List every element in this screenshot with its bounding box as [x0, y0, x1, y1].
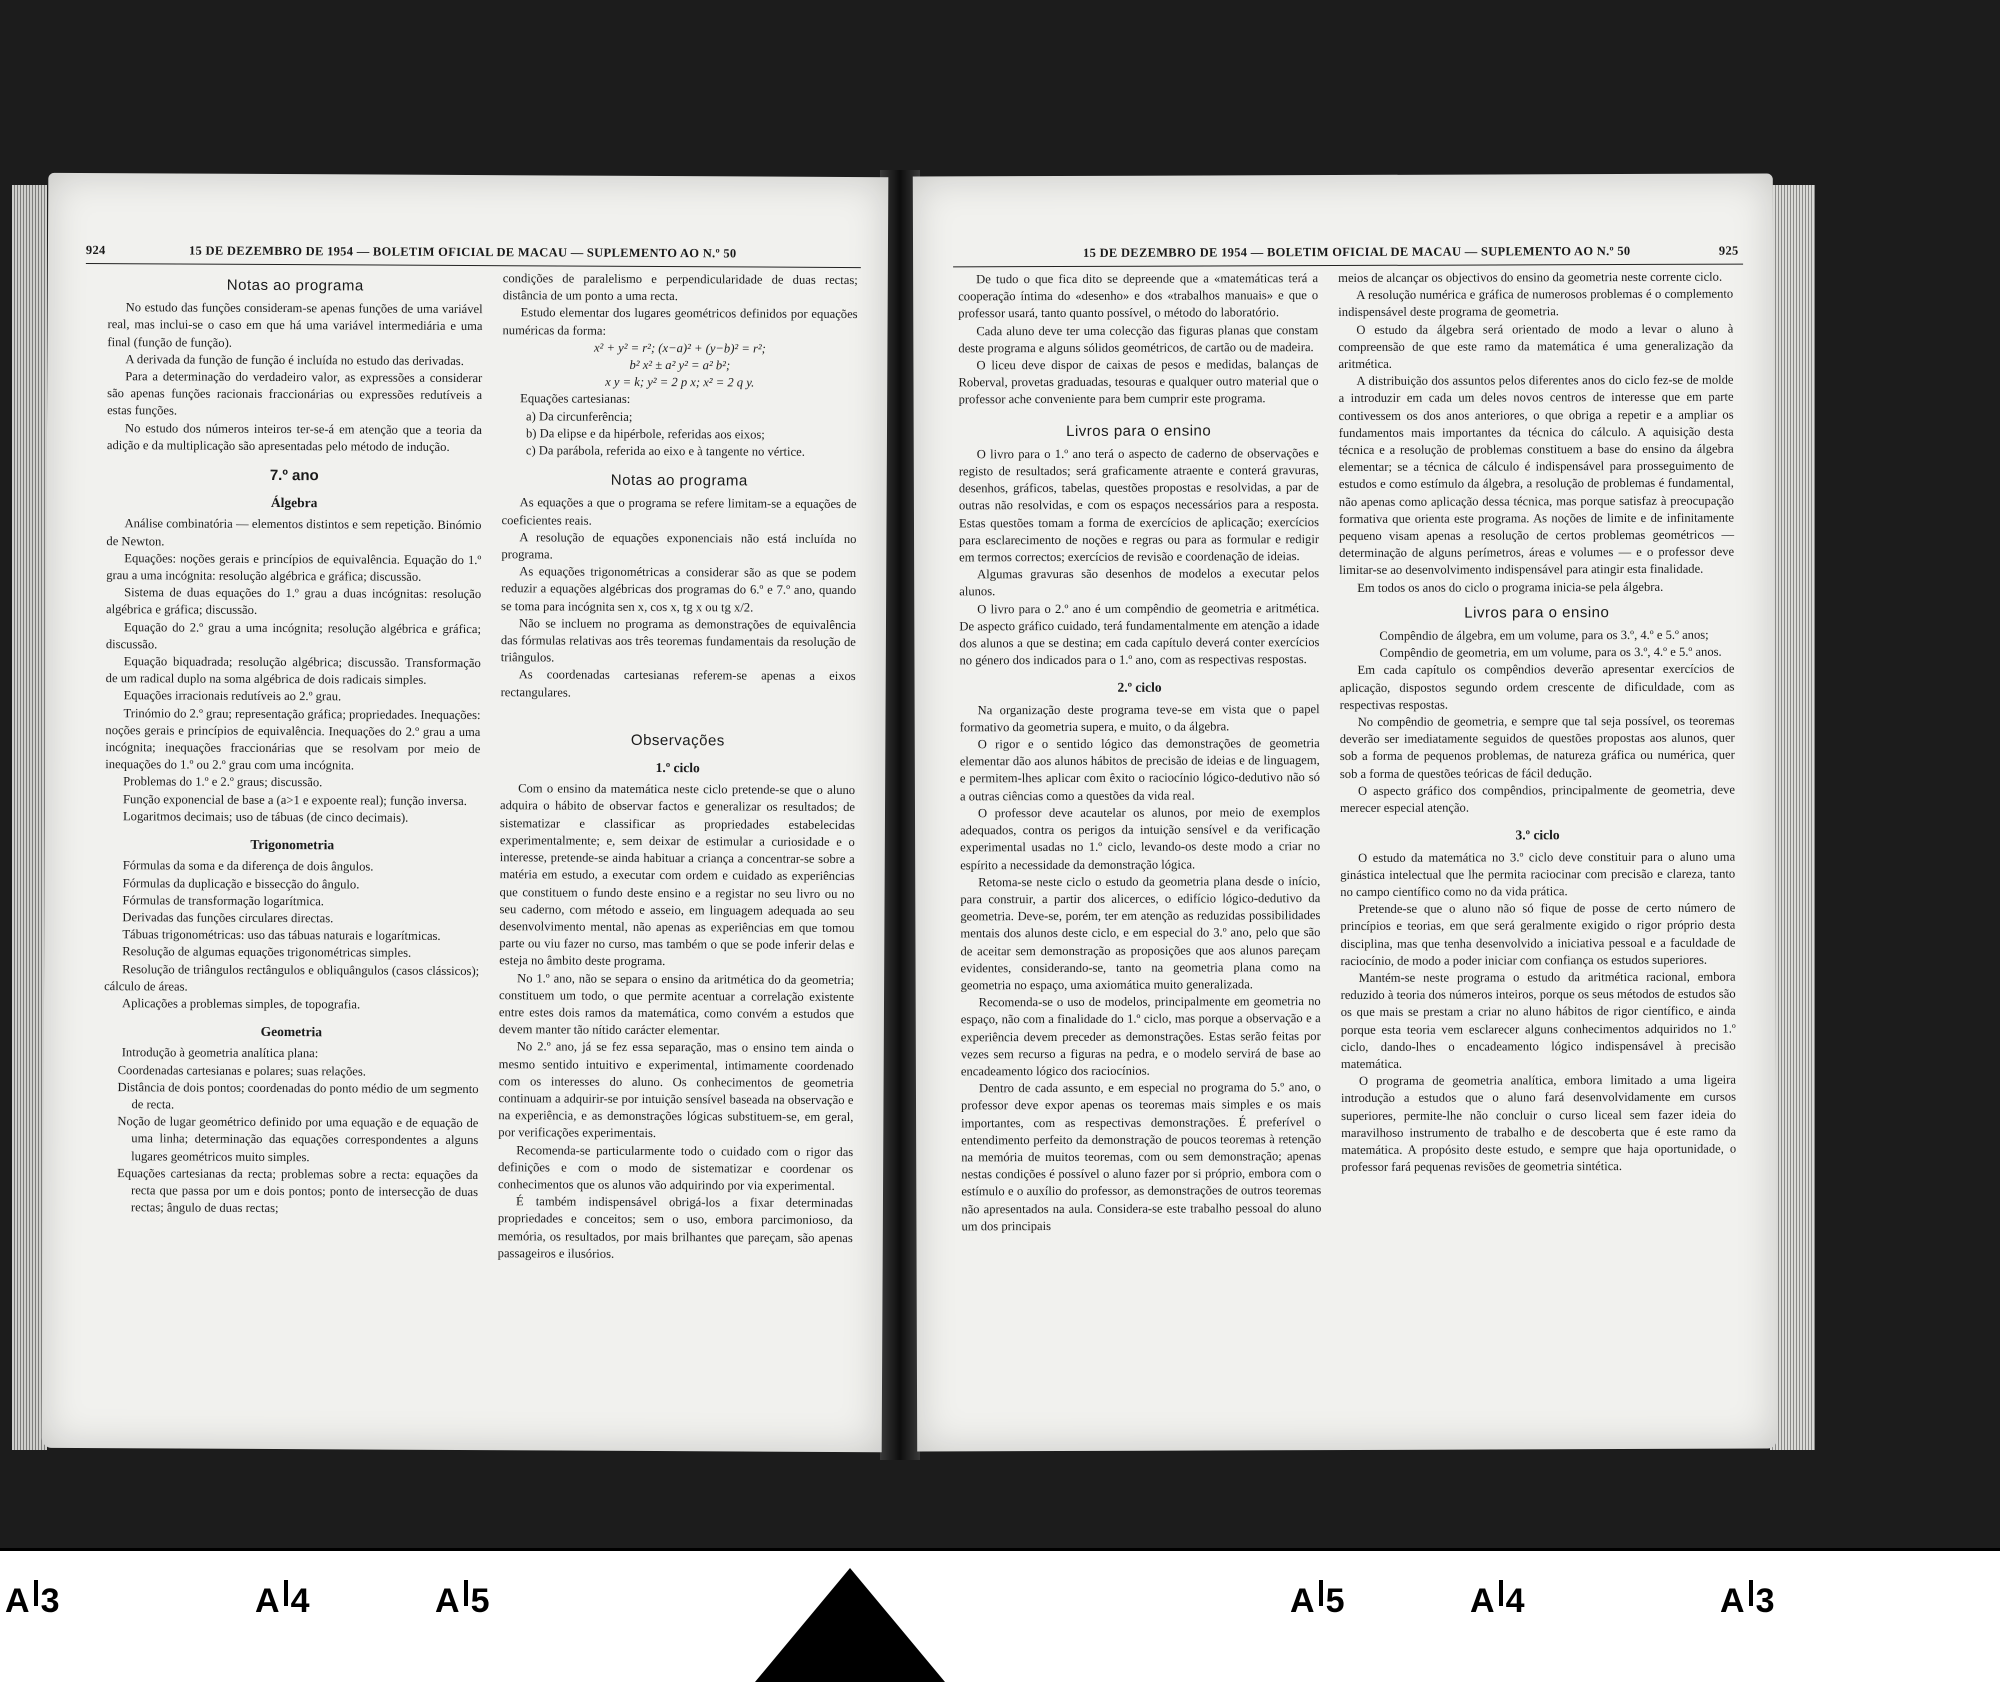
paragraph: O estudo da matemática no 3.º ciclo deve constituir para o aluno uma ginástica intelectual que lhe permita raciocinar com precisão e clareza, tanto no campo científico como no da vida prática. [1340, 849, 1736, 899]
left-running-header [86, 243, 737, 261]
list-item: Equação do 2.º grau a uma incógnita; resolução algébrica e gráfica; discussão. [105, 619, 481, 652]
equation: b² x² ± a² y² = a² b²; [629, 357, 731, 373]
paragraph: Cada aluno deve ter uma colecção das figuras planas que constam deste programa e alguns sólidos geométricos, de cartão ou de madeira. [958, 322, 1319, 356]
list-item: Trinómio do 2.º grau; representação gráfica; propriedades. Inequações: noções gerais e princípios de equivalência. Inequações do 2.º grau a uma incógnita; inequações fraccionárias que se resolvam por meio de inequações do 1.º ou 2.º grau com uma incógnita. [105, 705, 481, 773]
year-heading: 7.º ano [269, 467, 319, 485]
livros-heading: Livros para o ensino [1464, 603, 1610, 622]
paragraph: O estudo da álgebra será orientado de modo a levar o aluno à compreensão de que este ramo da matemática é uma generalização da aritmética. [1338, 321, 1734, 372]
frame-marker: A 3 [5, 1582, 61, 1620]
right-page-number: 925 [1718, 243, 1739, 258]
left-page-number: 924 [85, 243, 106, 258]
list-item: Introdução à geometria analítica plana: [121, 1045, 319, 1061]
paragraph: Para a determinação do verdadeiro valor, as expressões a considerar são apenas funções racionais fraccionárias ou expressões redutíveis a estas funções. [107, 369, 483, 418]
paragraph: É também indispensável obrigá-los a fixar determinadas propriedades e conceitos; sem o uso, embora parcimonioso, da memória, os resultados, por mais brilhantes que pareçam, são apenas passageiros e ilusórios. [497, 1194, 853, 1261]
paragraph: No estudo das funções consideram-se apenas funções de uma variável real, mas inclui-se o caso em que há uma variável intermediária e uma final (função de função). [107, 300, 483, 350]
paragraph: A resolução de equações exponenciais não está incluída no programa. [501, 530, 857, 562]
paragraph: Em cada capítulo os compêndios deverão apresentar exercícios de aplicação, dispostos segundo ordem crescente de dificuldade, com as respectivas respostas. [1339, 662, 1735, 712]
left-column-1 [103, 268, 483, 1218]
paragraph: O professor deve acautelar os alunos, por meio de exemplos adequados, contra os perigos da intuição sensível e da verificação experimental usadas no 1.º ciclo, levando-os deste modo a criar no espírito a necessidade da demonstração lógica. [960, 804, 1321, 872]
list-item: Coordenadas cartesianas e polares; suas relações. [117, 1062, 366, 1079]
paragraph: No estudo dos números inteiros ter-se-á em atenção que a teoria da adição e da multiplicação são apresentadas pelo método de indução. [106, 420, 483, 454]
list-item: Aplicações a problemas simples, de topografia. [121, 996, 361, 1012]
frame-marker: A 4 [255, 1582, 311, 1620]
list-item: Resolução de triângulos rectângulos e obliquângulos (casos clássicos); cálculo de áreas. [104, 961, 480, 994]
paragraph: O livro para o 1.º ano terá o aspecto de caderno de observações e registo de resultados; será graficamente atraente e conterá gravuras, desenhos, gráficos, tabelas, questões propostas e resolvidas, a par de outras não resolvidas, e com os espaços necessários para a resposta. Estas questões tomam a forma de exercícios de aplicação; exercícios para esclarecimento de noções e regras ou para as formular e redigir em termos correctos; exercícios de revisão e coordenação de ideias. [958, 445, 1320, 565]
paragraph: Algumas gravuras são desenhos de modelos a executar pelos alunos. [959, 566, 1320, 599]
list-item: Noção de lugar geométrico definido por uma equação e de equação de uma linha; determinação das equações correspondentes a alguns lugares geométricos muito simples. [117, 1114, 479, 1164]
frame-marker: A 5 [1290, 1582, 1346, 1620]
notas-heading: Notas ao programa [610, 471, 748, 490]
list-item: Equações irracionais redutíveis ao 2.º grau. [123, 688, 342, 704]
algebra-heading: Álgebra [270, 495, 318, 511]
left-column-2 [498, 270, 858, 1264]
paragraph: Retoma-se neste ciclo o estudo da geometria plana desde o início, para construir, a partir dos alicerces, o edifício lógico-dedutivo da geometria. Deve-se, porém, ter em atenção as reduzidas possibilidades mentais dos alunos deste ciclo, e em especial do 3.º ano, pelo que são de aceitar sem demonstração as proposições que aos alunos pareçam evidentes, considerando-se, tanto na geometria plana como na geometria no espaço, uma axiomática muito generalizada. [960, 873, 1321, 993]
list-item: a) Da circunferência; [526, 408, 633, 424]
right-running-title: 15 DE DEZEMBRO DE 1954 — BOLETIM OFICIAL DE MACAU — SUPLEMENTO AO N.º 50 [1083, 244, 1631, 260]
paragraph: Na organização deste programa teve-se em vista que o papel formativo da geometria supera, e muito, o da álgebra. [959, 701, 1320, 735]
center-triangle-mark [755, 1568, 945, 1682]
right-column-1 [958, 270, 1321, 1235]
equation: x y = k; y² = 2 p x; x² = 2 q y. [605, 374, 755, 390]
left-running-title: 15 DE DEZEMBRO DE 1954 — BOLETIM OFICIAL DE MACAU — SUPLEMENTO AO N.º 50 [188, 243, 737, 261]
paragraph: Dentro de cada assunto, e em especial no programa do 5.º ano, o professor deve expor apenas os teoremas mais simples e os mais importantes, com as respectivas demonstrações. É preferível o entendimento perfeito da demonstração de poucos teoremas à retenção na memória de muitos teoremas, com ou sem demonstração; apenas nestas condições é possível o aluno fazer por si próprio, embora com o estímulo e o auxílio do professor, as demonstrações de outros teoremas não apresentados na aula. Considera-se este trabalho pessoal do aluno um dos principais [960, 1080, 1322, 1234]
list-item: Resolução de algumas equações trigonométricas simples. [122, 944, 412, 961]
list-item: Derivadas das funções circulares directas. [122, 910, 334, 926]
paragraph: No compêndio de geometria, e sempre que tal seja possível, os teoremas deverão ser imediatamente seguidos de questões propostas aos alunos, quer sob a forma de pequenos problemas, de natureza gráfica ou numérica, quer sob a forma de questões teóricas de fácil dedução. [1339, 713, 1735, 781]
list-item: Função exponencial de base a (a>1 e expoente real); função inversa. [123, 791, 467, 808]
paragraph: O programa de geometria analítica, embora limitado a uma ligeira introdução a estudos que o aluno fará desenvolvidamente em cursos superiores, permite-lhe não concluir o curso liceal sem fazer ideia do maravilhoso instrumento de trabalho e de descoberta que é este ramo da matemática. A propósito deste estudo, e sempre que haja oportunidade, o professor fará pequenas revisões de geometria sintética. [1340, 1072, 1737, 1175]
list-item: Equação biquadrada; resolução algébrica; discussão. Transformação de um radical duplo na soma algébrica de dois radicais simples. [105, 654, 481, 688]
paragraph: As coordenadas cartesianas referem-se apenas a eixos rectangulares. [500, 667, 856, 700]
ciclo-heading: 1.º ciclo [655, 760, 700, 776]
frame-marker: A 5 [435, 1582, 491, 1620]
equation: x² + y² = r²; (x−a)² + (y−b)² = r²; [593, 340, 766, 356]
frame-marker: A 3 [1720, 1582, 1776, 1620]
right-column-2 [1338, 269, 1736, 1177]
list-item: Tábuas trigonométricas: uso das tábuas naturais e logarítmicas. [122, 927, 441, 943]
observacoes-heading: Observações [630, 731, 725, 750]
list-item: Fórmulas da duplicação e bissecção do ângulo. [122, 875, 360, 891]
book-edge-right [1770, 185, 1815, 1450]
paragraph: meios de alcançar os objectivos do ensino da geometria neste corrente ciclo. [1338, 269, 1723, 286]
paragraph: Pretende-se que o aluno não só fique de posse de certo número de princípios e teorias, em que será geralmente exigido o rigor próprio desta disciplina, mas que tenha desenvolvido a iniciativa pessoal e a faculdade de raciocínio, de modo a poder iniciar com confiança os estudos superiores. [1340, 900, 1736, 968]
paragraph: A derivada da função de função é incluída no estudo das derivadas. [125, 352, 464, 368]
paragraph: O livro para o 2.º ano é um compêndio de geometria e aritmética. De aspecto gráfico cuidado, terá fundamentalmente em atenção a idade dos alunos a que se destina; em cada capítulo deverá conter exercícios no género dos indicados para o 1.º ano, com as respectivas respostas. [959, 600, 1320, 668]
left-page [42, 173, 889, 1452]
left-header-rule [86, 263, 861, 268]
list-item: Compêndio de álgebra, em um volume, para os 3.º, 4.º e 5.º anos; [1379, 627, 1709, 643]
ciclo-heading: 3.º ciclo [1515, 827, 1560, 843]
paragraph: A resolução numérica e gráfica de numerosos problemas é o complemento indispensável deste programa de geometria. [1338, 286, 1734, 320]
list-item: Logaritmos decimais; uso de tábuas (de cinco decimais). [122, 809, 409, 825]
list-item: Análise combinatória — elementos distintos e sem repetição. Binómio de Newton. [106, 516, 482, 549]
list-item: Equações cartesianas da recta; problemas sobre a recta: equações da recta que passa por um e dois pontos; ponto de intersecção de duas rectas; ângulo de duas rectas; [117, 1165, 479, 1216]
paragraph: No 2.º ano, já se fez essa separação, mas o ensino tem ainda o mesmo sentido intuitivo e experimental, intimamente coordenado com os interesses do aluno. Os conhecimentos de geometria continuam a adquirir-se por intuição sensível baseada na observação e na experiência, e as demonstrações lógicas substituem-se, em geral, por verificações experimentais. [498, 1039, 854, 1141]
paragraph: Estudo elementar dos lugares geométricos definidos por equações numéricas da forma: [502, 305, 858, 338]
paragraph: De tudo o que fica dito se depreende que a «matemáticas terá a cooperação íntima do «desenho» e dos «trabalhos manuais» e que o professor usará, tanto quanto possível, o método do laboratório. [958, 271, 1319, 321]
list-item: Compêndio de geometria, em um volume, para os 3.º, 4.º e 5.º anos. [1379, 644, 1722, 661]
list-item: Fórmulas da soma e da diferença de dois ângulos. [122, 858, 374, 874]
list-item: Problemas do 1.º e 2.º graus; discussão. [123, 774, 323, 790]
film-edge-line [0, 1548, 2000, 1551]
right-header-rule [953, 264, 1743, 268]
paragraph: Mantém-se neste programa o estudo da aritmética racional, embora reduzido à teoria dos números inteiros, porque os seus métodos de estudos são os que mais se prestam a criar no aluno hábitos de rigor científico, e ainda porque esta teoria vem esclarecer alguns conhecimentos adquiridos no 1.º ciclo, dando-lhes o encadeamento lógico indispensável à precisão matemática. [1340, 969, 1736, 1071]
paragraph: Em todos os anos do ciclo o programa inicia-se pela álgebra. [1357, 579, 1664, 595]
paragraph: No 1.º ano, não se separa o ensino da aritmética do da geometria; constituem um todo, o que permite acentuar a correlação existente entre estes dois ramos da matemática, como convém a estudos que devem manter tão nítido carácter elementar. [498, 970, 855, 1038]
right-running-header [1083, 244, 1739, 261]
list-item: Fórmulas de transformação logarítmica. [122, 892, 325, 908]
list-item: Distância de dois pontos; coordenadas do ponto médio de um segmento de recta. [117, 1079, 479, 1112]
geometry-heading: Geometria [260, 1024, 323, 1040]
paragraph: O rigor e o sentido lógico das demonstrações de geometria elementar dão aos alunos hábitos de precisão de ideias e de linguagem, e permitem-lhes aplicar com êxito o raciocínio lógico-dedutivo não só a outras ciências como a questões da vida real. [959, 736, 1320, 804]
frame-marker: A 4 [1470, 1582, 1526, 1620]
notas-heading: Notas ao programa [226, 276, 364, 295]
paragraph: Recomenda-se o uso de modelos, principalmente em geometria no espaço, não com a finalidade do 1.º ciclo, mas porque a observação e a experiência devem preceder as demonstrações. Estas serão feitas por vezes sem recurso a figuras na pedra, e o modelo servirá de base ao encadeamento lógico dos raciocínios. [960, 994, 1321, 1079]
paragraph: Equações cartesianas: [520, 391, 631, 407]
livros-heading: Livros para o ensino [1066, 422, 1212, 440]
paragraph: Com o ensino da matemática neste ciclo pretende-se que o aluno adquira o hábito de observar factos e generalizar os resultados; de sistematizar e classificar as propriedades estabelecidas experimentalmente; e, sem deixar de estimular a curiosidade e o interesse, pretende-se ainda habituar a criança a concentrar-se sobre a matéria em estudo, a executar com ordem e cuidado as experiências que constituem o fundo deste ensino e a registar no seu livro ou no seu caderno, com método e asseio, em linguagem adequada ao seu desenvolvimento mental, não apenas as experiências em que tomou parte ou viu fazer no curso, mas também o que se pode inferir delas e esteja no âmbito deste programa. [499, 781, 856, 969]
paragraph: O liceu deve dispor de caixas de pesos e medidas, balanças de Roberval, provetas graduadas, tesouras e qualquer outro material que o professor ache conveniente para bem cumprir este programa. [958, 357, 1319, 407]
paragraph: O aspecto gráfico dos compêndios, principalmente de geometria, deve merecer especial atenção. [1339, 782, 1735, 816]
right-page [913, 174, 1777, 1452]
paragraph: condições de paralelismo e perpendicularidade de duas rectas; distância de um ponto a uma recta. [502, 271, 858, 304]
ciclo-heading: 2.º ciclo [1117, 680, 1162, 696]
paragraph: As equações trigonométricas a considerar são as que se podem reduzir a equações algébricas dos programas do 6.º e 7.º ano, quando se toma para incógnita sen x, cos x, tg x ou tg x/2. [501, 564, 857, 615]
paragraph: Não se incluem no programa as demonstrações de equivalência das fórmulas relativas aos três teoremas fundamentais da resolução de triângulos. [500, 616, 857, 665]
paragraph: Recomenda-se particularmente todo o cuidado com o rigor das definições e com o modo de sistematizar e coordenar os conhecimentos que os alunos vão adquirindo por via experimental. [498, 1142, 854, 1193]
paragraph: A distribuição dos assuntos pelos diferentes anos do ciclo fez-se de molde a introduzir em cada um deles novos centros de interesse que em parte contivessem os dos anos anteriores, o que obriga a repetir e a ampliar os fundamentos mais importantes da técnica do cálculo. A aquisição desta técnica e a resolução de problemas constituem a base do ensino da álgebra elementar; se a técnica de cálculo é indispensável para prosseguimento de estudos e como estímulo da álgebra, a resolução de problemas é fundamental, não apenas como aplicação dessa técnica, mas porque satisfaz à preocupação formativa que orienta este programa. As noções de limite e de infinitamente pequeno visam apenas a resolução de certos problemas geométricos — determinação de alguns perímetros, áreas e volumes — e o professor deve limitar-se ao desenvolvimento indispensável para atingir esta finalidade. [1338, 372, 1735, 578]
list-item: b) Da elipse e da hipérbole, referidas aos eixos; [525, 426, 765, 442]
list-item: Sistema de duas equações do 1.º grau a duas incógnitas: resolução algébrica e gráfica; discussão. [106, 585, 482, 618]
list-item: Equações: noções gerais e princípios de equivalência. Equação do 1.º grau a uma incógnita: resolução algébrica e gráfica; discussão. [106, 551, 482, 584]
list-item: c) Da parábola, referida ao eixo e à tangente no vértice. [525, 443, 805, 459]
paragraph: As equações a que o programa se refere limitam-se a equações de coeficientes reais. [501, 495, 857, 528]
trigonometry-heading: Trigonometria [250, 836, 335, 853]
